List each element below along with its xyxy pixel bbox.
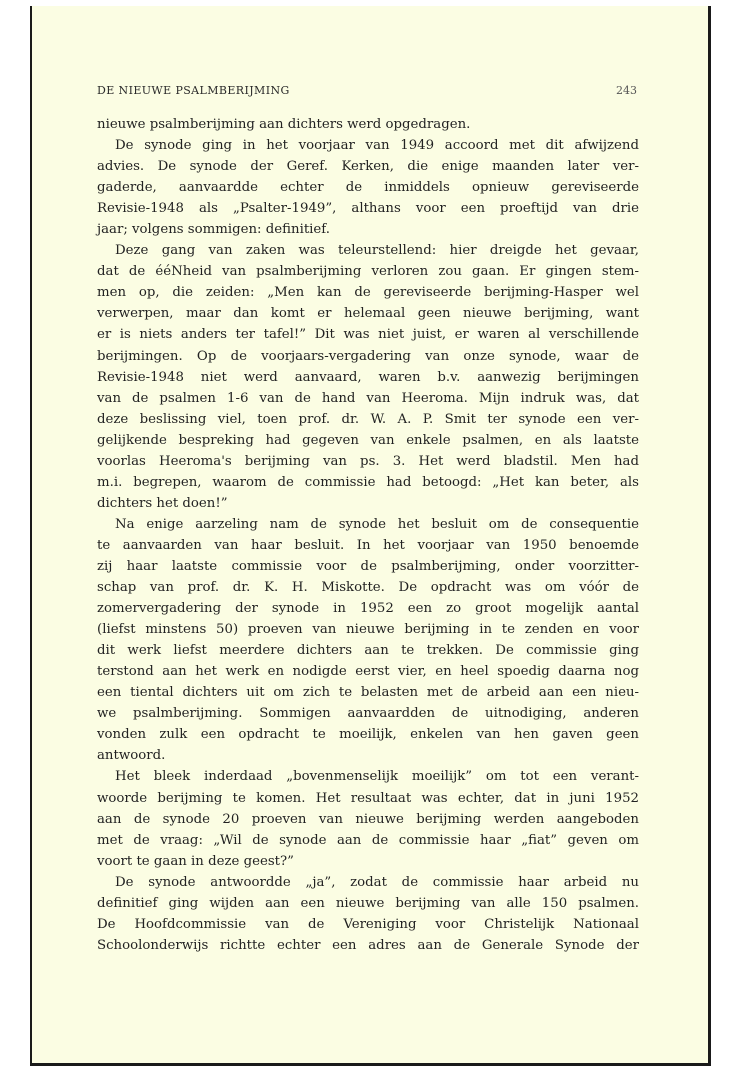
text-line: dit werk liefst meerdere dichters aan te trekken. De commissie ging — [97, 643, 639, 659]
text-line: men op, die zeiden: „Men kan de gereviseerde berijming-Hasper wel — [97, 285, 639, 301]
text-line: Na enige aarzeling nam de synode het besluit om de consequentie — [115, 516, 639, 532]
text-line: m.i. begrepen, waarom de commissie had betoogd: „Het kan beter, als — [97, 474, 639, 490]
text-line: gelijkende bespreking had gegeven van enkele psalmen, en als laatste — [97, 432, 639, 448]
text-line: gaderde, aanvaardde echter de inmiddels opnieuw gereviseerde — [97, 180, 639, 196]
text-line: jaar; volgens sommigen: definitief. — [97, 222, 330, 238]
text-line: De synode antwoordde „ja”, zodat de commissie haar arbeid nu — [115, 874, 639, 890]
page-edge-bottom — [30, 1063, 711, 1066]
text-line: De Hoofdcommissie van de Vereniging voor Christelijk Nationaal — [97, 916, 639, 932]
text-line: we psalmberijming. Sommigen aanvaardden de uitnodiging, anderen — [97, 706, 639, 722]
page-edge-right — [708, 6, 711, 1064]
text-line: nieuwe psalmberijming aan dichters werd opgedragen. — [97, 117, 471, 132]
text-line: (liefst minstens 50) proeven van nieuwe berijming in te zenden en voor — [97, 622, 639, 638]
page-number: 243 — [616, 84, 637, 97]
text-line: deze beslissing viel, toen prof. dr. W. A. P. Smit ter synode een ver- — [97, 411, 639, 427]
text-line: antwoord. — [97, 748, 166, 764]
text-line: zomervergadering der synode in 1952 een zo groot mogelijk aantal — [97, 601, 639, 617]
text-line: Schoolonderwijs richtte echter een adres aan de Generale Synode der — [97, 937, 639, 953]
text-line: vonden zulk een opdracht te moeilijk, enkelen van hen gaven geen — [97, 727, 639, 743]
text-line: verwerpen, maar dan komt er helemaal geen nieuwe berijming, want — [97, 306, 639, 322]
running-head — [97, 84, 637, 102]
text-line: woorde berijming te komen. Het resultaat was echter, dat in juni 1952 — [97, 790, 639, 806]
page-edge-left — [30, 6, 32, 1064]
text-line: voort te gaan in deze geest?” — [97, 853, 294, 869]
text-line: er is niets anders ter tafel!” Dit was niet juist, er waren al verschillende — [97, 327, 639, 343]
text-line: Revisie-1948 als „Psalter-1949”, althans voor een proeftijd van drie — [97, 201, 639, 217]
text-line: een tiental dichters uit om zich te belasten met de arbeid aan een nieu- — [97, 685, 639, 701]
text-line: Deze gang van zaken was teleurstellend: hier dreigde het gevaar, — [115, 243, 639, 259]
text-line: te aanvaarden van haar besluit. In het voorjaar van 1950 benoemde — [97, 537, 639, 553]
text-line: met de vraag: „Wil de synode aan de commissie haar „fiat” geven om — [97, 832, 639, 848]
text-line: van de psalmen 1-6 van de hand van Heeroma. Mijn indruk was, dat — [97, 390, 639, 406]
body-text — [97, 114, 639, 956]
text-line: dat de ééNheid van psalmberijming verloren zou gaan. Er gingen stem- — [97, 264, 639, 280]
running-title: DE NIEUWE PSALMBERIJMING — [97, 84, 290, 97]
text-line: aan de synode 20 proeven van nieuwe berijming werden aangeboden — [97, 811, 639, 827]
text-line: berijmingen. Op de voorjaars-vergadering van onze synode, waar de — [97, 348, 639, 364]
text-line: definitief ging wijden aan een nieuwe berijming van alle 150 psalmen. — [97, 895, 639, 911]
text-line: schap van prof. dr. K. H. Miskotte. De opdracht was om vóór de — [97, 580, 639, 596]
text-line: dichters het doen!” — [97, 495, 228, 511]
text-line: terstond aan het werk en nodigde eerst vier, en heel spoedig daarna nog — [97, 664, 639, 680]
text-line: De synode ging in het voorjaar van 1949 accoord met dit afwijzend — [115, 138, 639, 154]
text-line: Revisie-1948 niet werd aanvaard, waren b.v. aanwezig berijmingen — [97, 369, 639, 385]
text-line: advies. De synode der Geref. Kerken, die enige maanden later ver- — [97, 159, 639, 175]
text-line: voorlas Heeroma's berijming van ps. 3. Het werd bladstil. Men had — [97, 453, 639, 469]
text-line: Het bleek inderdaad „bovenmenselijk moeilijk” om tot een verant- — [115, 769, 639, 785]
text-line: zij haar laatste commissie voor de psalmberijming, onder voorzitter- — [97, 558, 639, 574]
